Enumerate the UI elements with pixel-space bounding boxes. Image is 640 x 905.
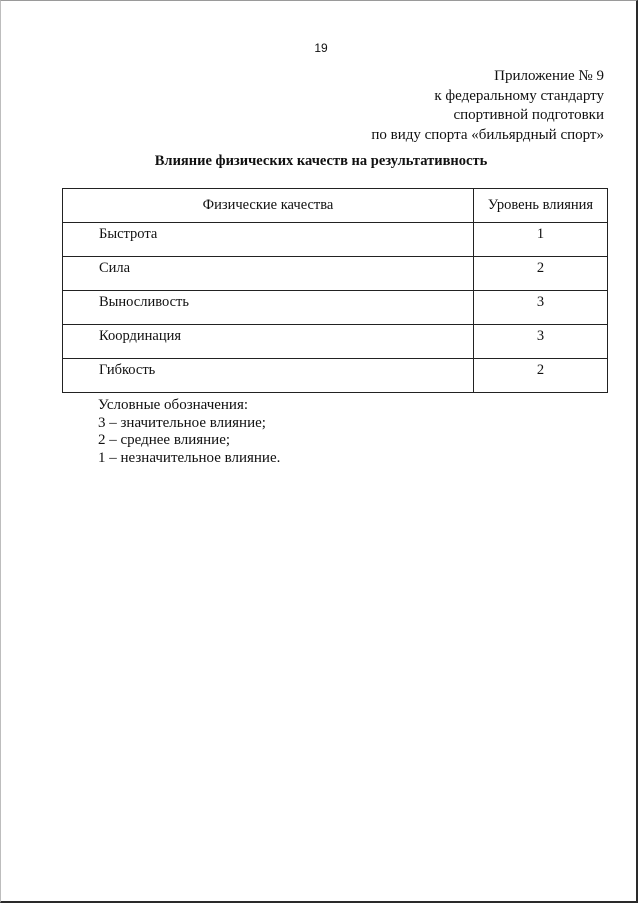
appendix-line: по виду спорта «бильярдный спорт» xyxy=(371,126,604,143)
table-row xyxy=(63,291,608,325)
document-title: Влияние физических качеств на результативность xyxy=(154,153,488,169)
cell-quality: Выносливость xyxy=(63,291,474,325)
cell-quality: Гибкость xyxy=(63,359,474,393)
cell-level: 3 xyxy=(474,325,608,359)
legend-block xyxy=(98,397,280,467)
table-row xyxy=(63,257,608,291)
cell-quality: Быстрота xyxy=(63,223,474,257)
appendix-block xyxy=(371,67,604,145)
cell-quality: Сила xyxy=(63,257,474,291)
appendix-line: Приложение № 9 xyxy=(494,68,604,84)
table-row xyxy=(63,359,608,393)
legend-item: 2 – среднее влияние; xyxy=(98,432,231,448)
influence-table xyxy=(62,188,608,393)
table-header-row xyxy=(63,189,608,223)
page-number: 19 xyxy=(314,41,328,55)
appendix-line: спортивной подготовки xyxy=(453,107,604,123)
legend-item: 1 – незначительное влияние. xyxy=(98,449,281,466)
header-level: Уровень влияния xyxy=(474,189,608,223)
cell-quality: Координация xyxy=(63,325,474,359)
table-row xyxy=(63,223,608,257)
appendix-line: к федеральному стандарту xyxy=(434,87,604,104)
cell-level: 2 xyxy=(474,257,608,291)
cell-level: 2 xyxy=(474,359,608,393)
cell-level: 3 xyxy=(474,291,608,325)
legend-title: Условные обозначения: xyxy=(98,397,249,413)
table-row xyxy=(63,325,608,359)
cell-level: 1 xyxy=(474,223,608,257)
header-quality: Физические качества xyxy=(63,189,474,223)
legend-item: 3 – значительное влияние; xyxy=(98,414,266,431)
